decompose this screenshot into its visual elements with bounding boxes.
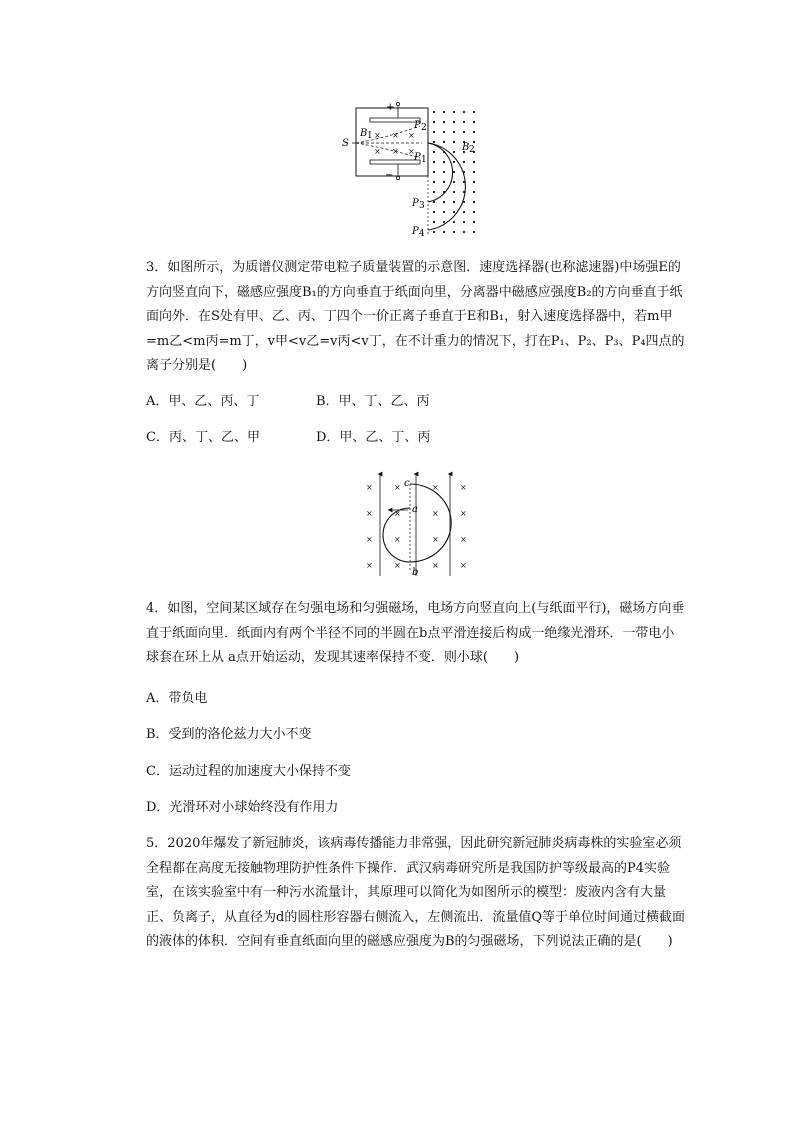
svg-text:2: 2: [421, 123, 427, 133]
field-dot: [453, 161, 455, 163]
svg-text:3: 3: [419, 201, 425, 211]
field-dot: [433, 121, 435, 123]
svg-text:2: 2: [469, 145, 475, 155]
field-dot: [443, 171, 445, 173]
svg-text:×: ×: [392, 131, 399, 140]
field-dot: [453, 221, 455, 223]
field-dot: [473, 171, 475, 173]
label-P3: P: [412, 198, 419, 209]
svg-text:×: ×: [408, 147, 415, 156]
field-dot: [443, 201, 445, 203]
label-P1: P: [414, 152, 421, 163]
plus-sign: +: [386, 102, 395, 113]
field-dot: [433, 161, 435, 163]
field-dot: [443, 211, 445, 213]
svg-text:×: ×: [374, 131, 381, 140]
field-dot: [453, 231, 455, 233]
field-dot: [463, 121, 465, 123]
q4-option-c: C．运动过程的加速度大小保持不变: [146, 764, 351, 779]
svg-text:×: ×: [408, 131, 415, 140]
question-3-text: 3．如图所示，为质谱仪测定带电粒子质量装置的示意图．速度选择器(也称滤速器)中场强E的方向竖直向下，磁感应强度B₁的方向垂直于纸面向里，分离器中磁感应强度B₂的方向垂直于纸面向外．在S处有甲、乙、丙、丁四个一价正离子垂直于E和B₁，射入速度选择器中，若m甲=m乙<m丙=m丁，v甲<v乙=v丙<v丁，在不计重力的情况下，打在P₁、P₂、P₃、P₄四点的离子分别是( ): [146, 260, 685, 373]
field-cross: ×: [460, 535, 467, 544]
field-dot: [463, 111, 465, 113]
field-dot: [463, 211, 465, 213]
field-dot: [443, 231, 445, 233]
field-dot: [453, 181, 455, 183]
label-a: a: [412, 504, 418, 515]
label-B2: B: [462, 142, 470, 153]
question-4-text: 4．如图，空间某区域存在匀强电场和匀强磁场，电场方向竖直向上(与纸面平行)，磁场方向垂直于纸面向里．纸面内有两个半径不同的半圆在b点平滑连接后构成一绝缘光滑环．一带电小球套在环上从 a点开始运动，发现其速率保持不变．则小球( ): [146, 601, 685, 665]
question-5-text: 5．2020年爆发了新冠肺炎，该病毒传播能力非常强，因此研究新冠肺炎病毒株的实验室必须全程都在高度无接触物理防护性条件下操作．武汉病毒研究所是我国防护等级最高的P4实验室，在该实验室中有一种污水流量计，其原理可以简化为如图所示的模型：废液内含有大量正、负离子，从直径为d的圆柱形容器右侧流入，左侧流出．流量值Q等于单位时间通过横截面的液体的体积．空间有垂直纸面向里的磁感应强度为B的匀强磁场，下列说法正确的是( ): [146, 836, 685, 949]
field-dot: [473, 201, 475, 203]
field-dot: [453, 121, 455, 123]
field-cross: ×: [394, 535, 401, 544]
field-dot: [443, 221, 445, 223]
field-dot: [453, 211, 455, 213]
q3-option-b: B．甲、丁、乙、丙: [316, 394, 430, 409]
field-dot: [473, 221, 475, 223]
q3-option-c: C．丙、丁、乙、甲: [146, 430, 260, 445]
label-b: b: [412, 567, 419, 578]
q4-option-b: B．受到的洛伦兹力大小不变: [146, 727, 312, 742]
field-dot: [463, 161, 465, 163]
mass-spectrometer-figure: [336, 98, 486, 240]
field-dot: [433, 151, 435, 153]
field-dot: [453, 171, 455, 173]
field-dot: [453, 131, 455, 133]
field-cross: ×: [366, 509, 373, 518]
label-B1: B: [360, 128, 368, 139]
label-c: c: [404, 478, 410, 489]
svg-text:4: 4: [419, 229, 425, 239]
field-cross: ×: [460, 509, 467, 518]
field-dot: [473, 131, 475, 133]
ring-field-figure: [360, 470, 470, 580]
field-dot: [433, 171, 435, 173]
field-dot: [443, 181, 445, 183]
field-dot: [433, 221, 435, 223]
svg-text:×: ×: [392, 147, 399, 156]
field-cross: ×: [432, 561, 439, 570]
field-dot: [433, 211, 435, 213]
field-dot: [473, 141, 475, 143]
field-dot: [443, 121, 445, 123]
label-P2: P: [414, 120, 421, 131]
field-dot: [443, 131, 445, 133]
field-cross: ×: [394, 561, 401, 570]
field-dot: [463, 231, 465, 233]
field-dot: [443, 111, 445, 113]
label-S: S: [342, 138, 349, 149]
field-dot: [433, 111, 435, 113]
q3-option-d: D．甲、乙、丁、丙: [316, 430, 431, 445]
field-dot: [473, 121, 475, 123]
field-dot: [433, 141, 435, 143]
q3-option-a: A．甲、乙、丙、丁: [146, 394, 260, 409]
field-cross: ×: [366, 483, 373, 492]
field-cross: ×: [394, 509, 401, 518]
field-cross: ×: [460, 483, 467, 492]
field-dot: [453, 191, 455, 193]
field-dot: [473, 161, 475, 163]
field-dot: [473, 181, 475, 183]
field-dot: [473, 191, 475, 193]
field-dot: [433, 231, 435, 233]
field-cross: ×: [432, 509, 439, 518]
field-dot: [453, 151, 455, 153]
svg-text:1: 1: [421, 155, 427, 165]
svg-text:×: ×: [374, 147, 381, 156]
field-dot: [443, 141, 445, 143]
field-cross: ×: [460, 561, 467, 570]
field-dot: [463, 131, 465, 133]
field-dot: [473, 231, 475, 233]
field-dot: [453, 111, 455, 113]
field-dot: [463, 221, 465, 223]
field-cross: ×: [432, 535, 439, 544]
q4-option-d: D．光滑环对小球始终没有作用力: [146, 800, 339, 815]
minus-sign: −: [385, 170, 394, 181]
svg-text:1: 1: [367, 131, 373, 141]
field-dot: [433, 201, 435, 203]
field-dot: [433, 181, 435, 183]
label-P4: P: [412, 226, 419, 237]
field-dot: [453, 201, 455, 203]
field-dot: [443, 161, 445, 163]
q4-option-a: A．带负电: [146, 691, 208, 706]
field-cross: ×: [432, 483, 439, 492]
field-cross: ×: [366, 561, 373, 570]
field-cross: ×: [394, 483, 401, 492]
field-cross: ×: [366, 535, 373, 544]
field-dot: [473, 111, 475, 113]
field-dot: [433, 191, 435, 193]
field-dot: [433, 131, 435, 133]
field-dot: [453, 141, 455, 143]
field-dot: [473, 211, 475, 213]
